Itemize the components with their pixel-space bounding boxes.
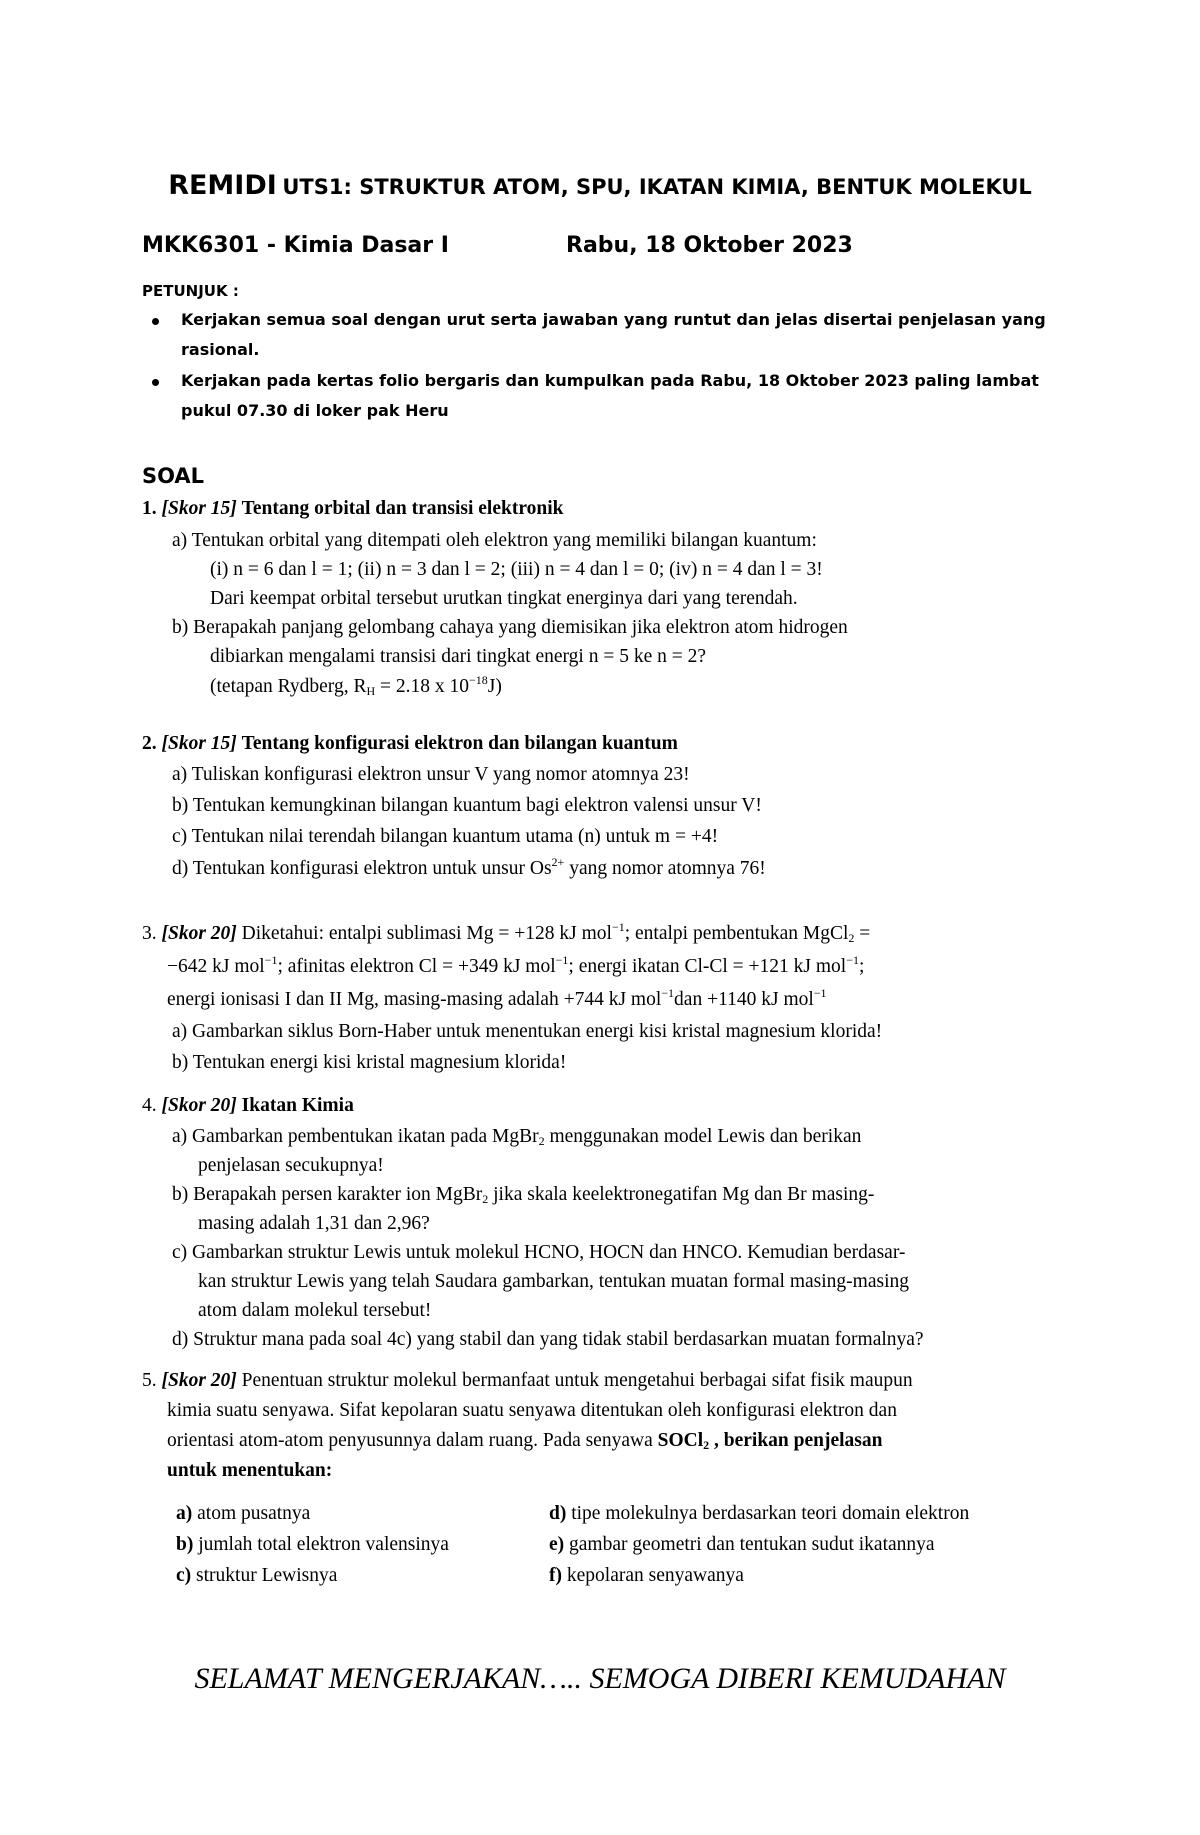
q2-part-a: a) Tuliskan konfigurasi elektron unsur V yang nomor atomnya 23! [172, 764, 690, 785]
item-label: e) [549, 1534, 565, 1555]
question-5-line-2: kimia suatu senyawa. Sifat kepolaran suatu senyawa ditentukan oleh konfigurasi elektron dan [167, 1400, 897, 1421]
title-main: REMIDI [168, 170, 277, 201]
item-label: b) [176, 1534, 194, 1555]
q5-item-c [176, 1565, 337, 1587]
q3-part-b: b) Tentukan energi kisi kristal magnesium klorida! [172, 1052, 567, 1073]
subscript: H [366, 684, 376, 698]
item-text: kepolaran senyawanya [566, 1565, 744, 1586]
document-title [0, 170, 1200, 201]
bullet-icon [152, 379, 159, 386]
superscript: −1 [264, 953, 278, 967]
text: Diketahui: entalpi sublimasi Mg = +128 kJ mol [236, 923, 612, 944]
q4-part-b-line-1 [172, 1184, 874, 1206]
q5-item-a [176, 1503, 310, 1525]
q4-part-a-line-2: penjelasan secukupnya! [198, 1155, 384, 1176]
q5-item-e [549, 1534, 935, 1556]
course-code: MKK6301 - Kimia Dasar I [142, 233, 449, 258]
q2-part-b: b) Tentukan kemungkinan bilangan kuantum bagi elektron valensi unsur V! [172, 795, 762, 816]
question-5-line-1 [142, 1370, 913, 1392]
q4-part-c-line-3: atom dalam molekul tersebut! [198, 1300, 432, 1321]
item-label: c) [176, 1565, 192, 1586]
question-4-header [142, 1095, 354, 1117]
subscript: 2 [538, 1134, 545, 1148]
item-label: a) [176, 1503, 193, 1524]
q4-part-a-line-1 [172, 1126, 861, 1148]
q4-part-d: d) Struktur mana pada soal 4c) yang stabil dan yang tidak stabil berdasarkan muatan formalnya? [172, 1329, 924, 1350]
subscript: 2 [482, 1192, 489, 1206]
q1-part-a-line-2: (i) n = 6 dan l = 1; (ii) n = 3 dan l = 2; (iii) n = 4 dan l = 0; (iv) n = 4 dan l = 3! [210, 559, 823, 580]
question-2-header [142, 733, 678, 755]
text: dan +1140 kJ mol [674, 989, 814, 1010]
q5-item-f [549, 1565, 744, 1587]
q1-part-a-line-3: Dari keempat orbital tersebut urutkan tingkat energinya dari yang terendah. [210, 588, 798, 609]
question-5-line-3 [167, 1430, 882, 1452]
text: energi ionisasi I dan II Mg, masing-masing adalah +744 kJ mol [167, 989, 662, 1010]
superscript: −1 [611, 920, 625, 934]
q2-part-c: c) Tentukan nilai terendah bilangan kuantum utama (n) untuk m = +4! [172, 826, 719, 847]
question-number: 5. [142, 1370, 157, 1391]
q4-part-c-line-2: kan struktur Lewis yang telah Saudara gambarkan, tentukan muatan formal masing-masing [198, 1271, 909, 1292]
item-label: d) [549, 1503, 567, 1524]
rydberg-label: (tetapan Rydberg, R [210, 676, 367, 697]
text: Penentuan struktur molekul bermanfaat untuk mengetahui berbagai sifat fisik maupun [236, 1370, 913, 1391]
text: ; energi ikatan Cl-Cl = +121 kJ mol [568, 956, 847, 977]
question-number: 2. [142, 733, 157, 754]
text: = [854, 923, 871, 944]
text: orientasi atom-atom penyusunnya dalam ruang. Pada senyawa [167, 1430, 658, 1451]
q1-part-b-line-2: dibiarkan mengalami transisi dari tingkat energi n = 5 ke n = 2? [210, 646, 707, 667]
superscript: −1 [813, 986, 827, 1000]
instruction-1-line-1: Kerjakan semua soal dengan urut serta jawaban yang runtut dan jelas disertai penjelasan yang [181, 310, 1046, 329]
rydberg-value: = 2.18 x 10 [375, 676, 469, 697]
question-title: Tentang konfigurasi elektron dan bilangan kuantum [241, 733, 678, 754]
formula: SOCl [657, 1430, 704, 1451]
text: b) Berapakah persen karakter ion MgBr [172, 1184, 483, 1205]
question-3-line-2 [167, 953, 865, 978]
closing-message: SELAMAT MENGERJAKAN….. SEMOGA DIBERI KEMUDAHAN [194, 1662, 1006, 1695]
bullet-icon [152, 318, 159, 325]
question-score: [Skor 20] [161, 923, 237, 944]
question-number: 1. [142, 498, 157, 519]
item-text: gambar geometri dan tentukan sudut ikatannya [569, 1534, 935, 1555]
exam-date: Rabu, 18 Oktober 2023 [566, 233, 853, 258]
q5-item-d [549, 1503, 969, 1525]
instruction-2-line-2: pukul 07.30 di loker pak Heru [181, 401, 449, 420]
title-rest: UTS1: STRUKTUR ATOM, SPU, IKATAN KIMIA, BENTUK MOLEKUL [282, 175, 1032, 199]
text: ; afinitas elektron Cl = +349 kJ mol [277, 956, 556, 977]
q5-item-b [176, 1534, 449, 1556]
rydberg-unit: J) [487, 676, 502, 697]
q1-part-a-line-1: a) Tentukan orbital yang ditempati oleh elektron yang memiliki bilangan kuantum: [172, 530, 817, 551]
item-text: atom pusatnya [197, 1503, 311, 1524]
question-title: Tentang orbital dan transisi elektronik [241, 498, 564, 519]
superscript: −1 [661, 986, 675, 1000]
question-3-line-3 [167, 986, 827, 1011]
question-5-line-4: untuk menentukan: [167, 1460, 333, 1481]
q2-part-d [172, 855, 766, 880]
question-score: [Skor 20] [161, 1370, 237, 1391]
text: d) Tentukan konfigurasi elektron untuk unsur Os [172, 858, 552, 879]
question-score: [Skor 20] [161, 1095, 237, 1116]
text: , berikan penjelasan [709, 1430, 883, 1451]
q1-part-b-line-3 [210, 673, 502, 698]
question-title: Ikatan Kimia [236, 1095, 354, 1116]
instruction-1-line-2: rasional. [181, 340, 260, 359]
text: yang nomor atomnya 76! [564, 858, 766, 879]
question-1-header [142, 498, 563, 520]
question-3-line-1 [142, 920, 871, 945]
q1-part-b-line-1: b) Berapakah panjang gelombang cahaya yang diemisikan jika elektron atom hidrogen [172, 617, 848, 638]
q3-part-a: a) Gambarkan siklus Born-Haber untuk menentukan energi kisi kristal magnesium klorida! [172, 1021, 883, 1042]
item-label: f) [549, 1565, 562, 1586]
subscript: 2 [848, 931, 855, 945]
superscript: −1 [846, 953, 860, 967]
question-number: 4. [142, 1095, 157, 1116]
text: a) Gambarkan pembentukan ikatan pada MgBr [172, 1126, 539, 1147]
instruction-2-line-1: Kerjakan pada kertas folio bergaris dan kumpulkan pada Rabu, 18 Oktober 2023 paling lambat [181, 371, 1039, 390]
q4-part-c-line-1: c) Gambarkan struktur Lewis untuk molekul HCNO, HOCN dan HNCO. Kemudian berdasar- [172, 1242, 906, 1263]
item-text: struktur Lewisnya [196, 1565, 338, 1586]
text: jika skala keelektronegatifan Mg dan Br masing- [488, 1184, 875, 1205]
text: ; [859, 956, 865, 977]
question-score: [Skor 15] [161, 498, 237, 519]
item-text: jumlah total elektron valensinya [198, 1534, 449, 1555]
item-text: tipe molekulnya berdasarkan teori domain elektron [571, 1503, 970, 1524]
instructions-label: PETUNJUK : [142, 282, 239, 300]
text: −642 kJ mol [167, 956, 265, 977]
superscript: −18 [469, 673, 488, 687]
question-score: [Skor 15] [161, 733, 237, 754]
subscript: 2 [703, 1438, 710, 1452]
superscript: −1 [555, 953, 569, 967]
text: menggunakan model Lewis dan berikan [544, 1126, 862, 1147]
q4-part-b-line-2: masing adalah 1,31 dan 2,96? [198, 1213, 430, 1234]
soal-heading: SOAL [142, 464, 205, 488]
text: ; entalpi pembentukan MgCl [624, 923, 849, 944]
superscript: 2+ [551, 855, 565, 869]
question-number: 3. [142, 923, 157, 944]
